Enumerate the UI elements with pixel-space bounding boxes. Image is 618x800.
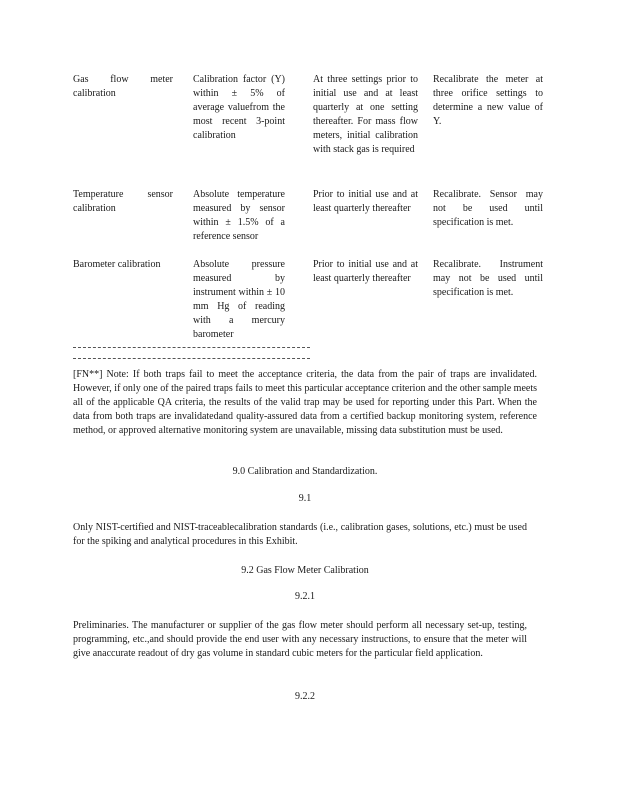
table-row-3-item: Barometer calibration xyxy=(73,259,161,270)
section-number-9-1: 9.1 xyxy=(298,493,312,504)
footnote-separator-bottom xyxy=(73,358,310,359)
section-number-9-2-1: 9.2.1 xyxy=(295,591,315,602)
table-row-3-action: Recalibrate. Instrument may not be used until specification is met. xyxy=(433,259,543,298)
table-row-1-frequency: At three settings prior to initial use and at least quarterly at one setting thereafter. For mass flow meters, initial calibration with stack gas is required xyxy=(313,74,418,155)
table-row-2-frequency: Prior to initial use and at least quarterly thereafter xyxy=(313,189,418,214)
table-row-2-item: Temperature sensor calibration xyxy=(73,189,173,214)
section-heading-9-0: 9.0 Calibration and Standardization. xyxy=(232,466,378,477)
table-row-3-frequency: Prior to initial use and at least quarterly thereafter xyxy=(313,259,418,284)
paragraph-9-1: Only NIST-certified and NIST-traceablecalibration standards (i.e., calibration gases, solutions, etc.) must be used for the spiking and analytical procedures in this Exhibit. xyxy=(73,522,527,547)
paragraph-9-2-1: Preliminaries. The manufacturer or supplier of the gas flow meter should perform all necessary set-up, testing, programming, etc.,and should provide the end user with any necessary instructions, to ensure that the meter will give anaccurate readout of dry gas volume in standard cubic meters for the particular field application. xyxy=(73,620,527,659)
footnote-separator-top xyxy=(73,347,310,348)
footnote-text: [FN**] Note: If both traps fail to meet the acceptance criteria, the data from the pair of traps are invalidated. However, if only one of the paired traps fails to meet this particular acceptance criterion and the other sample meets all of the applicable QA criteria, the results of the valid trap may be used for reporting under this Part. When the data from both traps are invalidatedand quality-assured data from a certified backup monitoring system, reference method, or approved alternative monitoring system are unavailable, missing data substitution must be used. xyxy=(73,369,537,436)
section-number-9-2-2: 9.2.2 xyxy=(295,691,315,702)
table-row-1-action: Recalibrate the meter at three orifice settings to determine a new value of Y. xyxy=(433,74,543,127)
section-heading-9-2: 9.2 Gas Flow Meter Calibration xyxy=(241,565,369,576)
table-row-3-criteria: Absolute pressure measured by instrument within ± 10 mm Hg of reading with a mercury barometer xyxy=(193,259,285,340)
table-row-1-criteria: Calibration factor (Y) within ± 5% of average valuefrom the most recent 3-point calibration xyxy=(193,74,285,141)
table-row-2-action: Recalibrate. Sensor may not be used until specification is met. xyxy=(433,189,543,228)
table-row-1-item: Gas flow meter calibration xyxy=(73,74,173,99)
table-row-2-criteria: Absolute temperature measured by sensor within ± 1.5% of a reference sensor xyxy=(193,189,285,242)
